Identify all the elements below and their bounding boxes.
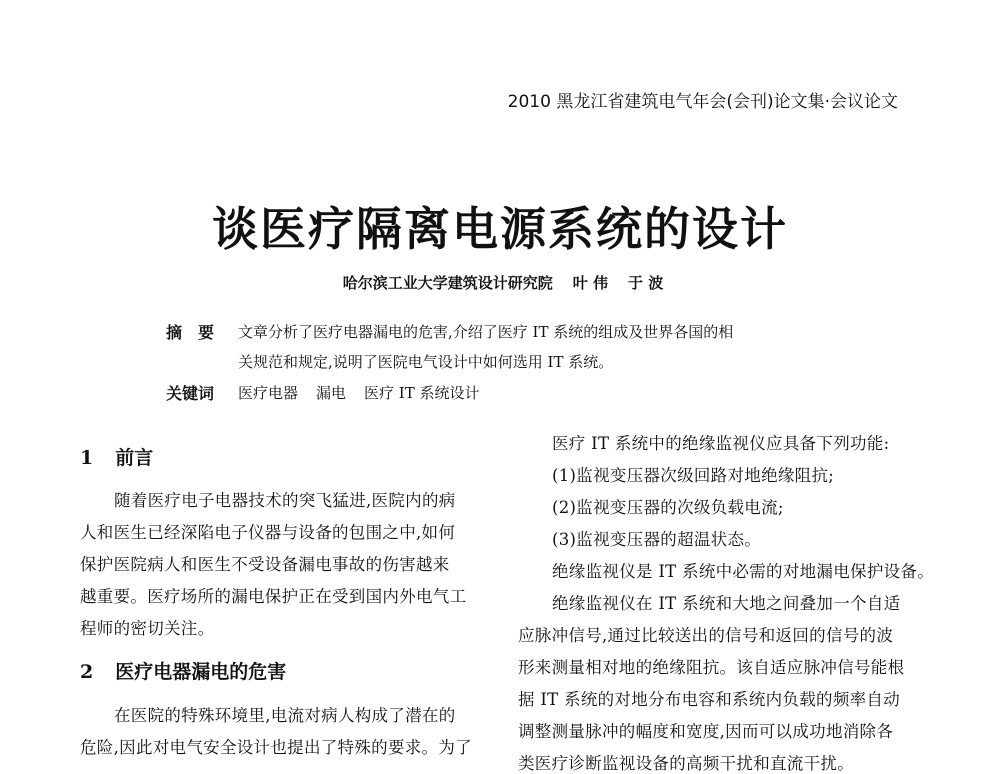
body-line: 应脉冲信号,通过比较送出的信号和返回的信号的波 [518,626,894,645]
body-line: 在医院的特殊环境里,电流对病人构成了潜在的 [114,706,456,725]
section-number: 1 [80,447,94,469]
author-name: 于 波 [628,274,664,292]
abstract-line: 文章分析了医疗电器漏电的危害,介绍了医疗 IT 系统的组成及世界各国的相 [238,323,734,341]
keywords-label: 关键词 [166,384,215,403]
section-heading-2 [80,657,286,684]
body-line: 医疗 IT 系统中的绝缘监视仪应具备下列功能: [552,434,890,453]
body-line: 人和医生已经深陷电子仪器与设备的包围之中,如何 [80,523,456,542]
list-item: (1)监视变压器次级回路对地绝缘阻抗; [552,466,835,485]
body-line: 绝缘监视仪在 IT 系统和大地之间叠加一个自适 [552,594,901,613]
body-line: 保护医院病人和医生不受设备漏电事故的伤害越来 [80,555,450,574]
section-title: 前言 [115,447,154,469]
list-item: (3)监视变压器的超温状态。 [552,530,762,549]
body-line: 调整测量脉冲的幅度和宽度,因而可以成功地消除各 [518,722,894,741]
section-title: 医疗电器漏电的危害 [115,661,287,683]
keyword: 医疗 IT 系统设计 [364,384,480,402]
section-number: 2 [80,661,94,683]
body-line: 越重要。医疗场所的漏电保护正在受到国内外电气工 [80,587,467,606]
body-line: 形来测量相对地的绝缘阻抗。该自适应脉冲信号能根 [518,658,905,677]
keywords-list [238,382,480,403]
section-heading-1 [80,443,153,470]
abstract-label: 摘 要 [166,323,215,342]
body-line: 据 IT 系统的对地分布电容和系统内负载的频率自动 [518,690,901,709]
paper-title: 谈医疗隔离电源系统的设计 [212,202,788,256]
running-header: 2010 黑龙江省建筑电气年会(会刊)论文集·会议论文 [507,92,898,112]
abstract-line: 关规范和规定,说明了医院电气设计中如何选用 IT 系统。 [238,353,614,371]
body-line: 绝缘监视仪是 IT 系统中必需的对地漏电保护设备。 [552,562,935,581]
list-item: (2)监视变压器的次级负载电流; [552,498,784,517]
body-line: 危险,因此对电气安全设计也提出了特殊的要求。为了 [80,738,472,757]
affiliation: 哈尔滨工业大学建筑设计研究院 [342,274,553,292]
author-line [0,272,1000,293]
body-line: 随着医疗电子电器技术的突飞猛进,医院内的病 [114,491,456,510]
keyword: 医疗电器 [238,384,299,402]
keyword: 漏电 [316,384,347,402]
author-name: 叶 伟 [572,274,608,292]
body-line: 程师的密切关注。 [80,619,215,638]
body-line: 类医疗诊断监视设备的高频干扰和直流干扰。 [518,754,854,773]
